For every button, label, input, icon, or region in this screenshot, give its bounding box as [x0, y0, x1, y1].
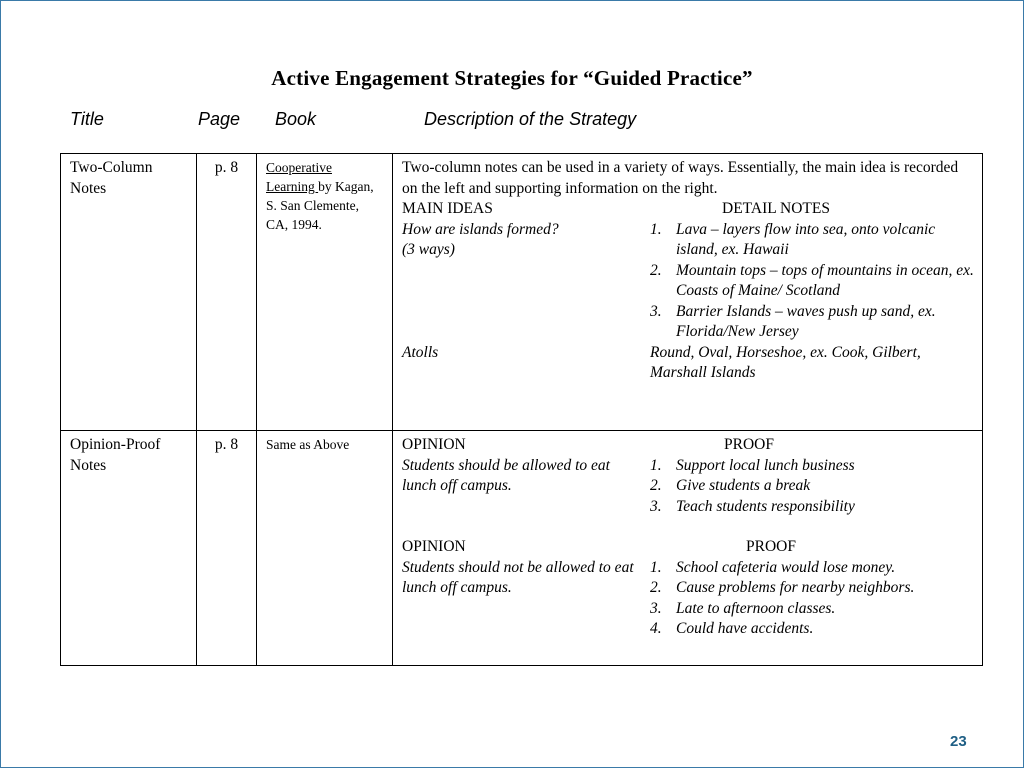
opinion-block	[402, 537, 974, 640]
table-row	[61, 431, 983, 666]
book-details: by Kagan, S. San Clemente, CA, 1994.	[266, 179, 374, 232]
left-column	[402, 435, 650, 517]
detail-notes-header: DETAIL NOTES	[722, 200, 830, 217]
description-intro: Two-column notes can be used in a variety of ways. Essentially, the main idea is recorded on the left and supporting information on the right.	[402, 159, 959, 197]
strategy-book	[257, 154, 393, 431]
main-ideas-header: MAIN IDEAS	[402, 200, 493, 217]
opinion-text: Students should not be allowed to eat lunch off campus.	[402, 558, 634, 596]
atolls-text: Round, Oval, Horseshoe, ex. Cook, Gilbert, Marshall Islands	[650, 343, 921, 381]
right-column	[650, 435, 974, 517]
proof-item: 1. School cafeteria would lose money.	[650, 558, 896, 576]
atolls-row	[402, 343, 974, 384]
right-column	[650, 199, 974, 343]
strategy-description	[393, 431, 983, 666]
left-column	[402, 537, 650, 640]
strategy-title: Two-Column Notes	[61, 154, 197, 431]
opinion-text: Students should be allowed to eat lunch off campus.	[402, 456, 610, 494]
strategy-page: p. 8	[197, 154, 257, 431]
strategy-description	[393, 154, 983, 431]
proof-item: 4. Could have accidents.	[650, 620, 814, 637]
notes-example	[402, 199, 974, 343]
strategy-page: p. 8	[197, 431, 257, 666]
strategy-title: Opinion-Proof Notes	[61, 431, 197, 666]
table-row	[61, 154, 983, 431]
proof-item: 3. Teach students responsibility	[650, 497, 855, 515]
column-header-description: Description of the Strategy	[424, 109, 637, 129]
page-number: 23	[950, 733, 967, 750]
detail-item: 1. Lava – layers flow into sea, onto volcanic island, ex. Hawaii	[650, 220, 936, 258]
opinion-header: OPINION	[402, 538, 466, 555]
book-title: Cooperative Learning	[266, 160, 332, 194]
detail-item: 3. Barrier Islands – waves push up sand, ex. Florida/New Jersey	[650, 302, 936, 340]
left-column	[402, 199, 650, 343]
proof-item: 2. Cause problems for nearby neighbors.	[650, 579, 915, 596]
main-idea-note: (3 ways)	[402, 241, 455, 258]
proof-header: PROOF	[746, 538, 796, 555]
right-column	[650, 537, 974, 640]
opinion-block	[402, 435, 974, 517]
column-header-page: Page	[198, 109, 241, 129]
detail-item: 2. Mountain tops – tops of mountains in ocean, ex. Coasts of Maine/ Scotland	[650, 261, 974, 299]
proof-item: 3. Late to afternoon classes.	[650, 599, 836, 617]
opinion-header: OPINION	[402, 436, 466, 453]
strategy-book: Same as Above	[257, 431, 393, 666]
column-header-book: Book	[275, 109, 317, 129]
proof-item: 2. Give students a break	[650, 477, 811, 494]
proof-item: 1. Support local lunch business	[650, 456, 855, 474]
strategies-table	[60, 153, 983, 666]
atolls-label: Atolls	[402, 343, 439, 361]
column-header-title: Title	[70, 109, 104, 129]
proof-header: PROOF	[724, 436, 774, 453]
page-title: Active Engagement Strategies for “Guided Practice”	[271, 66, 753, 90]
main-idea-question: How are islands formed?	[402, 220, 559, 238]
